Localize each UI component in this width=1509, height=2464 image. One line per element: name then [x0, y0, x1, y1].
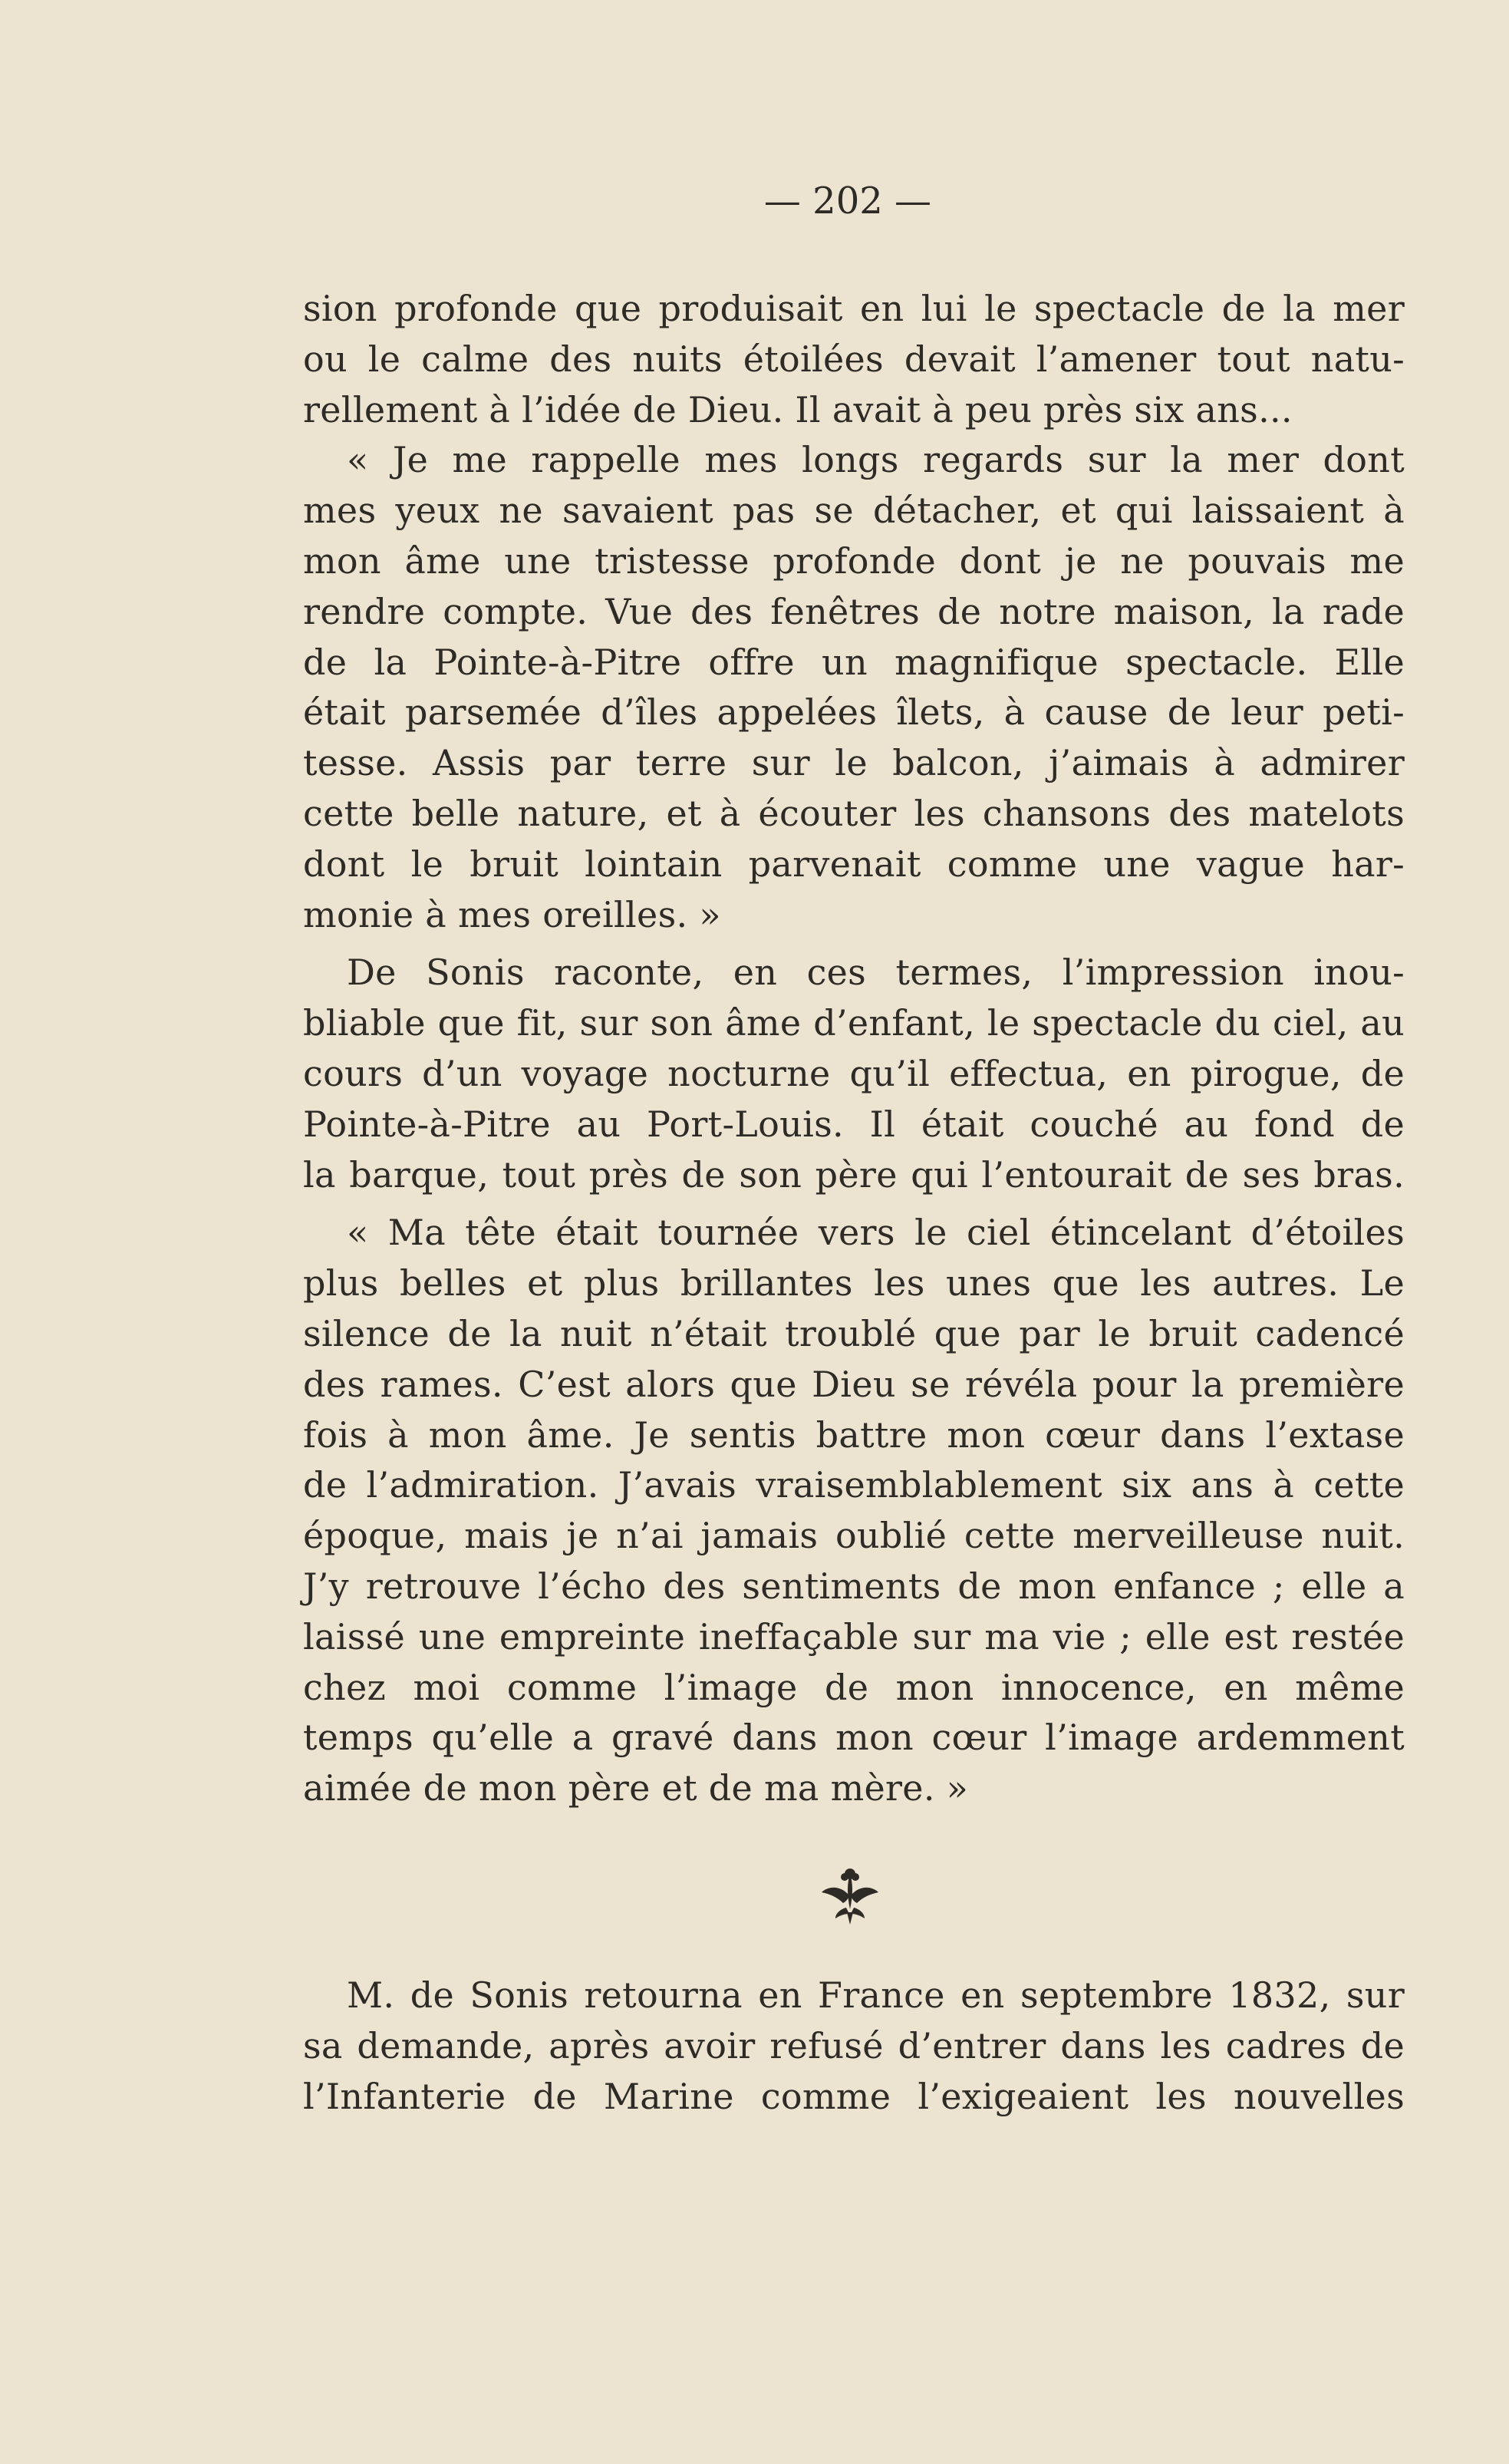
- final-paragraph: [303, 1971, 1405, 2122]
- text-line: Pointe-à-Pitre au Port-Louis. Il était couché au fond de: [303, 1103, 1405, 1145]
- text-line: cette belle nature, et à écouter les chansons des matelots: [303, 792, 1405, 834]
- text-line: De Sonis raconte, en ces termes, l’impression inou-: [347, 952, 1405, 994]
- text-line: mes yeux ne savaient pas se détacher, et qui laissaient à: [303, 490, 1405, 532]
- text-line: plus belles et plus brillantes les unes que les autres. Le: [303, 1262, 1405, 1305]
- text-line: la barque, tout près de son père qui l’entourait de ses bras.: [303, 1153, 1405, 1196]
- text-line: de l’admiration. J’avais vraisemblablement six ans à cette: [303, 1464, 1405, 1506]
- text-line: laissé une empreinte ineffaçable sur ma vie ; elle est restée: [303, 1615, 1405, 1658]
- text-line: temps qu’elle a gravé dans mon cœur l’image ardemment: [303, 1717, 1405, 1759]
- text-line: M. de Sonis retourna en France en septembre 1832, sur: [347, 1974, 1405, 2016]
- text-line: rellement à l’idée de Dieu. Il avait à peu près six ans...: [303, 388, 1293, 430]
- text-line: sa demande, après avoir refusé d’entrer dans les cadres de: [303, 2024, 1405, 2067]
- text-line: tesse. Assis par terre sur le balcon, j’aimais à admirer: [303, 742, 1405, 784]
- fleuron-icon: [815, 1865, 885, 1926]
- text-line: silence de la nuit n’était troublé que par le bruit cadencé: [303, 1312, 1405, 1354]
- text-line: cours d’un voyage nocturne qu’il effectua, en pirogue, de: [303, 1052, 1405, 1094]
- text-line: des rames. C’est alors que Dieu se révéla pour la première: [303, 1363, 1405, 1405]
- text-line: « Je me rappelle mes longs regards sur la mer dont: [347, 439, 1405, 481]
- text-line: chez moi comme l’image de mon innocence, en même: [303, 1666, 1405, 1708]
- text-line: aimée de mon père et de ma mère. »: [303, 1767, 969, 1809]
- text-line: l’Infanterie de Marine comme l’exigeaient les nouvelles: [303, 2075, 1405, 2117]
- text-line: ou le calme des nuits étoilées devait l’amener tout natu-: [303, 338, 1405, 380]
- text-line: dont le bruit lointain parvenait comme une vague har-: [303, 843, 1405, 885]
- paragraph: [303, 1208, 1405, 1814]
- text-line: fois à mon âme. Je sentis battre mon cœur dans l’extase: [303, 1413, 1405, 1456]
- text-line: rendre compte. Vue des fenêtres de notre maison, la rade: [303, 590, 1405, 632]
- text-line: était parsemée d’îles appelées îlets, à cause de leur peti-: [303, 691, 1405, 734]
- text-line: de la Pointe-à-Pitre offre un magnifique spectacle. Elle: [303, 641, 1405, 683]
- page-number: — 202 —: [763, 180, 932, 223]
- text-line: monie à mes oreilles. »: [303, 893, 721, 935]
- text-line: sion profonde que produisait en lui le spectacle de la mer: [303, 288, 1405, 329]
- paragraph: [303, 435, 1405, 940]
- text-line: J’y retrouve l’écho des sentiments de mon enfance ; elle a: [303, 1565, 1405, 1607]
- paragraph: [303, 948, 1405, 1200]
- text-line: bliable que fit, sur son âme d’enfant, le spectacle du ciel, au: [303, 1002, 1405, 1044]
- paragraph: [303, 284, 1405, 435]
- text-line: époque, mais je n’ai jamais oublié cette merveilleuse nuit.: [303, 1515, 1405, 1557]
- body-text: [303, 284, 1405, 1814]
- text-line: « Ma tête était tournée vers le ciel étincelant d’étoiles: [347, 1212, 1405, 1254]
- text-line: mon âme une tristesse profonde dont je ne pouvais me: [303, 539, 1405, 582]
